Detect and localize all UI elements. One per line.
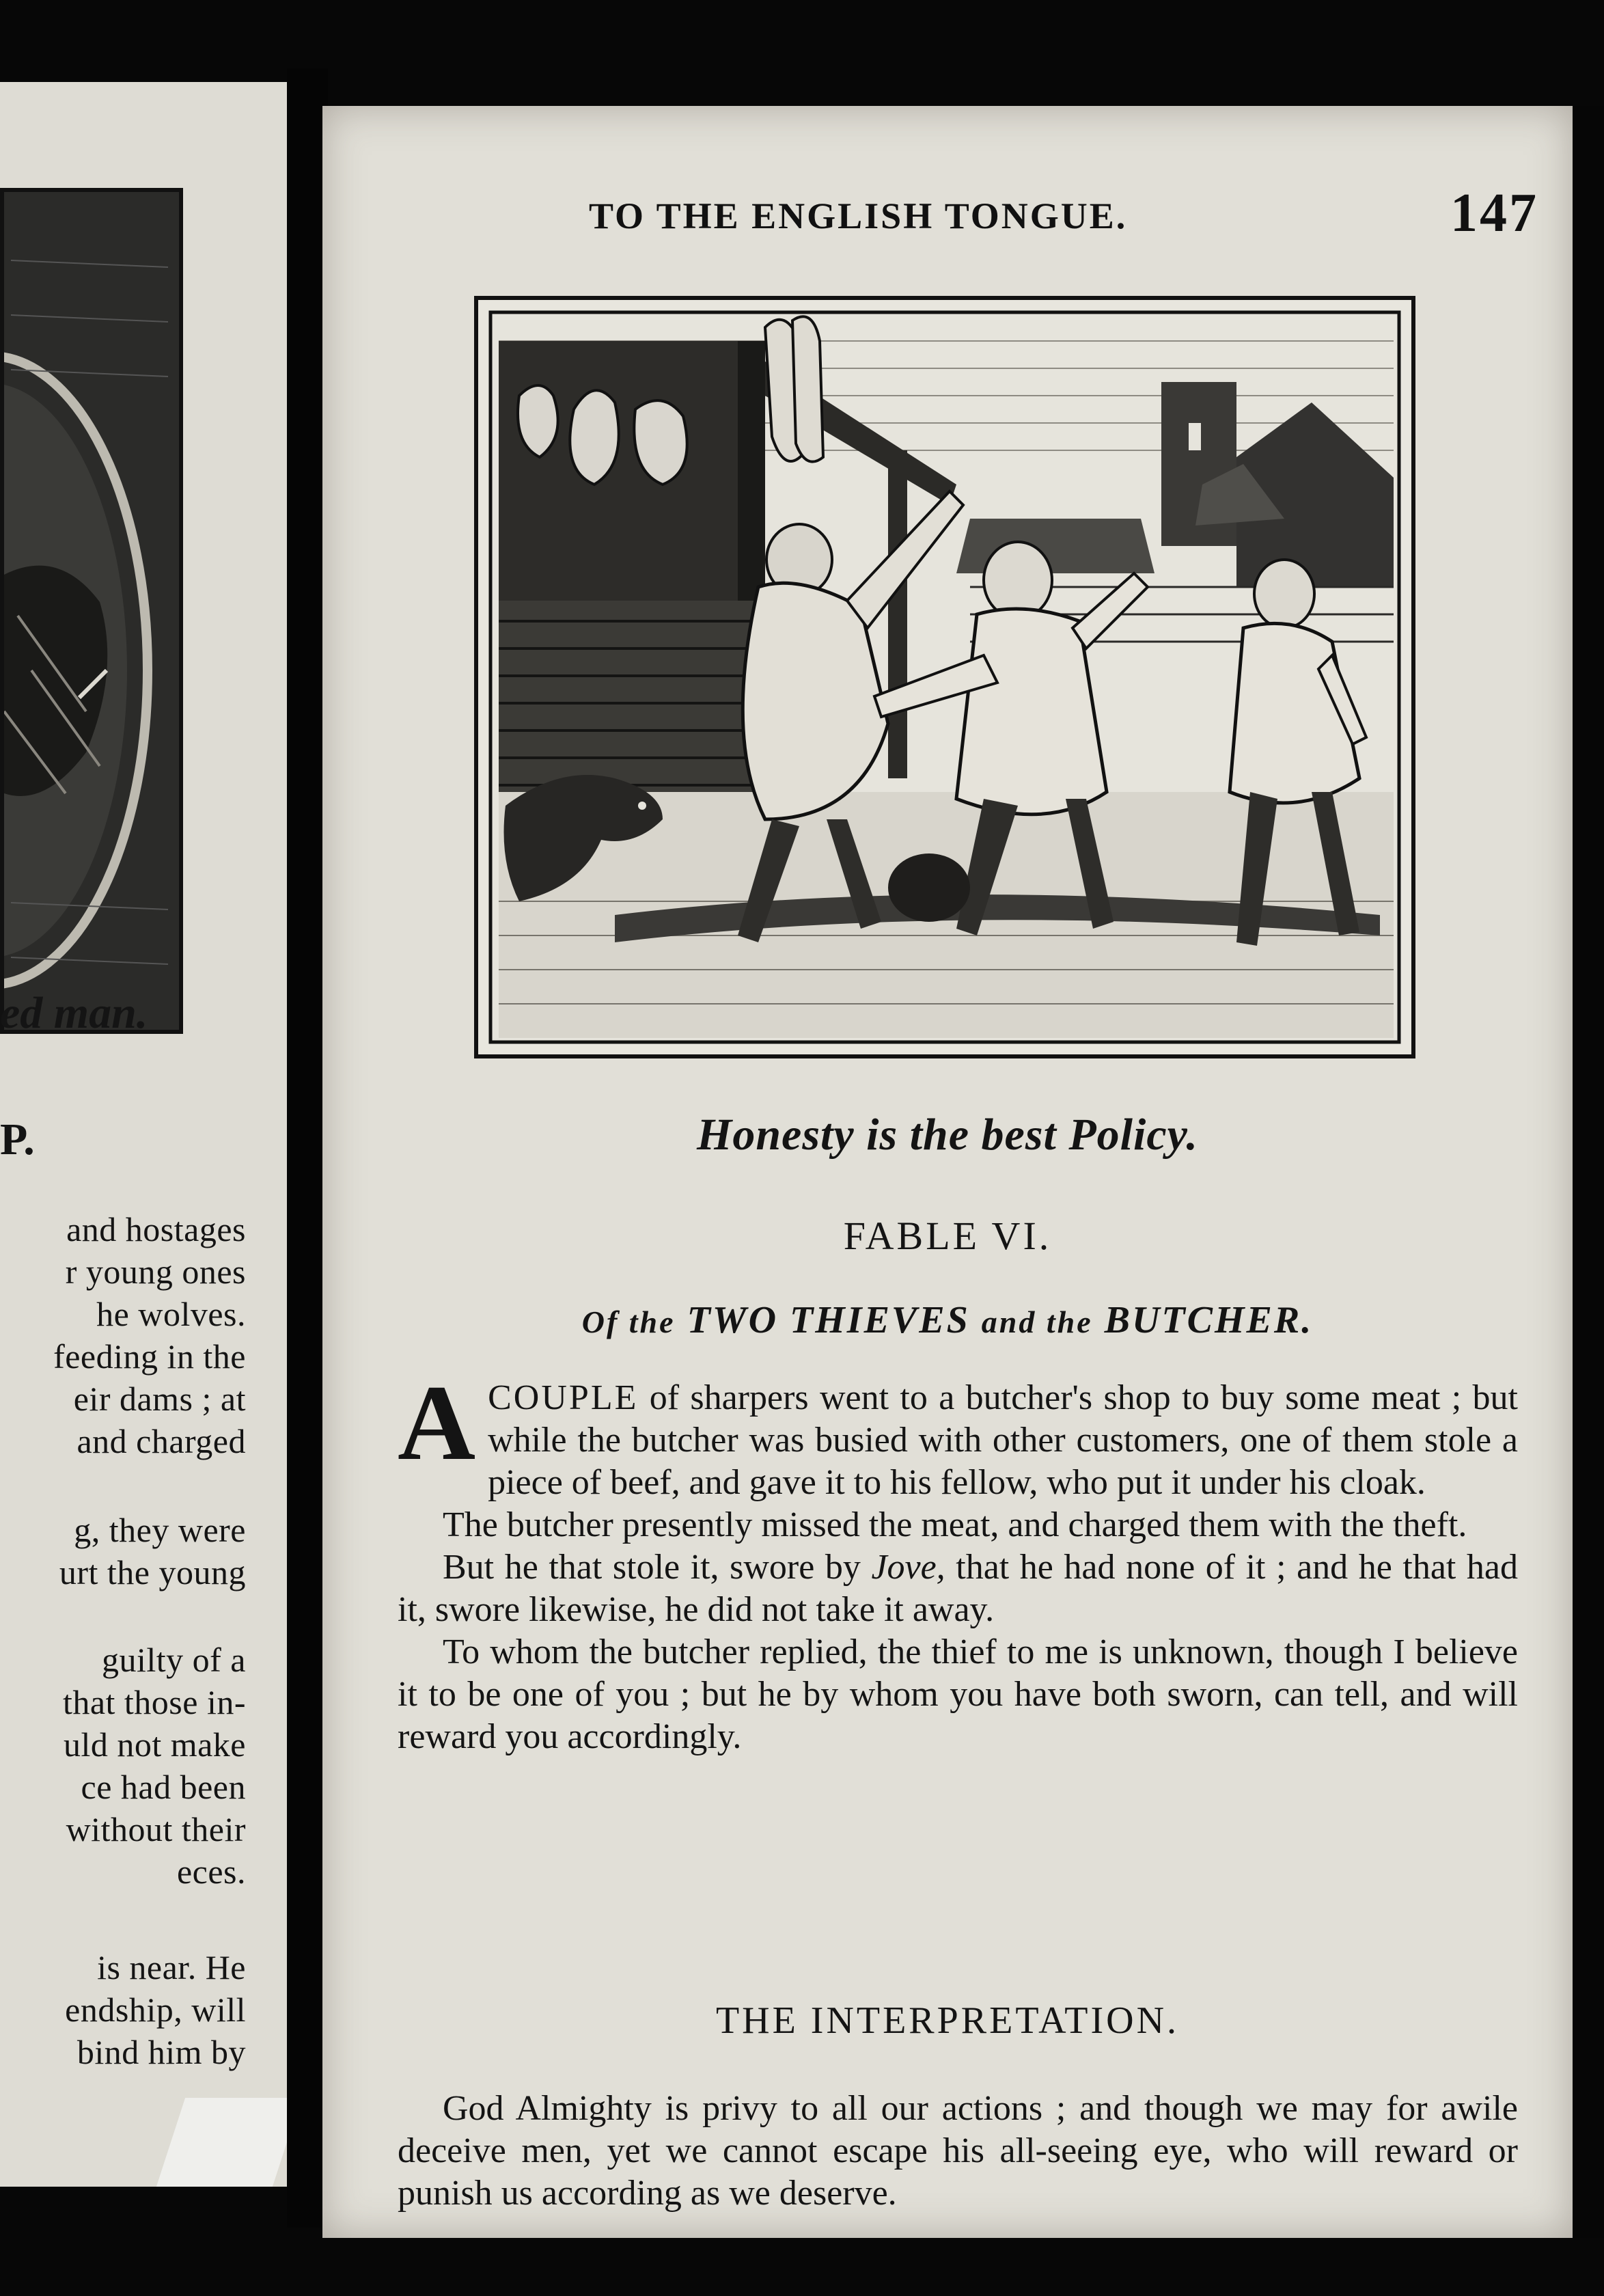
fable-title [322, 1298, 1573, 1342]
left-text-line: r young ones [65, 1253, 246, 1291]
left-text-line: he wolves. [96, 1295, 246, 1333]
torn-page-corner [156, 2098, 287, 2187]
interpretation-heading: THE INTERPRETATION. [715, 1999, 1180, 2042]
drop-cap: A [398, 1363, 476, 1483]
left-page-caption-fragment: ed man. [0, 988, 148, 1038]
left-text-line: g, they were [74, 1511, 246, 1549]
paragraph-3-text-a: But he that stole it, swore by [443, 1548, 872, 1587]
paragraph-1-text: of sharpers went to a butcher's shop to buy some meat ; but while the butcher was busied with other customers, one of them stole a piece of beef, and gave it to his fellow, who put it under his cloak. [488, 1378, 1518, 1502]
left-facing-page [0, 82, 287, 2187]
book-gutter [287, 68, 328, 2228]
interpretation-body [398, 2088, 1518, 2215]
fable-title-and: and the [981, 1304, 1093, 1339]
left-text-line: and hostages [66, 1210, 246, 1248]
motto-caption: Honesty is the best Policy. [697, 1110, 1198, 1160]
fable-paragraph-1 [398, 1363, 1518, 1504]
fable-number-heading: FABLE VI. [843, 1214, 1052, 1258]
jove-italic: Jove, [871, 1548, 945, 1587]
left-text-line: and charged [77, 1422, 246, 1460]
left-text-line: guilty of a [101, 1641, 246, 1679]
fable-paragraph-2: The butcher presently missed the meat, and charged them with the theft. [443, 1505, 1467, 1544]
left-page-heading-fragment: P. [0, 1115, 35, 1164]
left-text-line: uld not make [63, 1725, 246, 1764]
paragraph-3-text-b: that he had none of it ; and he that had it, swore likewise, he did not take it away. [398, 1548, 1518, 1629]
left-text-line: bind him by [77, 2033, 246, 2071]
fable-title-prefix: Of the [581, 1304, 676, 1339]
woodcut-illustration [474, 296, 1415, 1058]
left-text-line: ce had been [81, 1768, 246, 1806]
opening-caps: COUPLE [488, 1378, 639, 1417]
left-text-line: is near. He [97, 1948, 246, 1986]
left-text-line: endship, will [65, 1991, 246, 2029]
fable-paragraph-3 [398, 1546, 1518, 1631]
right-page [322, 106, 1573, 2238]
fable-body [398, 1363, 1518, 1758]
interpretation-paragraph: God Almighty is privy to all our actions ; and though we may for awile deceive men, yet we cannot escape his all-seeing eye, who will reward or punish us according as we deserve. [398, 2089, 1518, 2213]
left-text-line: that those in- [62, 1683, 246, 1721]
left-text-line: without their [66, 1810, 246, 1848]
left-page-woodcut-illustration [0, 188, 183, 1034]
page-number: 147 [1450, 183, 1538, 243]
page-edge-shadow [1573, 106, 1604, 2238]
fable-paragraph-4: To whom the butcher replied, the thief to me is unknown, though I believe it to be one of you ; but he by whom you have both sworn, can tell, and will reward you accordingly. [398, 1632, 1518, 1756]
left-text-line: feeding in the [53, 1337, 246, 1376]
left-text-line: urt the young [59, 1553, 246, 1591]
left-text-line: eir dams ; at [73, 1380, 246, 1418]
fable-title-main-1: TWO THIEVES [687, 1299, 970, 1341]
left-text-line: eces. [176, 1853, 246, 1891]
fable-title-main-2: BUTCHER. [1104, 1299, 1314, 1341]
running-head-title: TO THE ENGLISH TONGUE. [589, 195, 1128, 236]
